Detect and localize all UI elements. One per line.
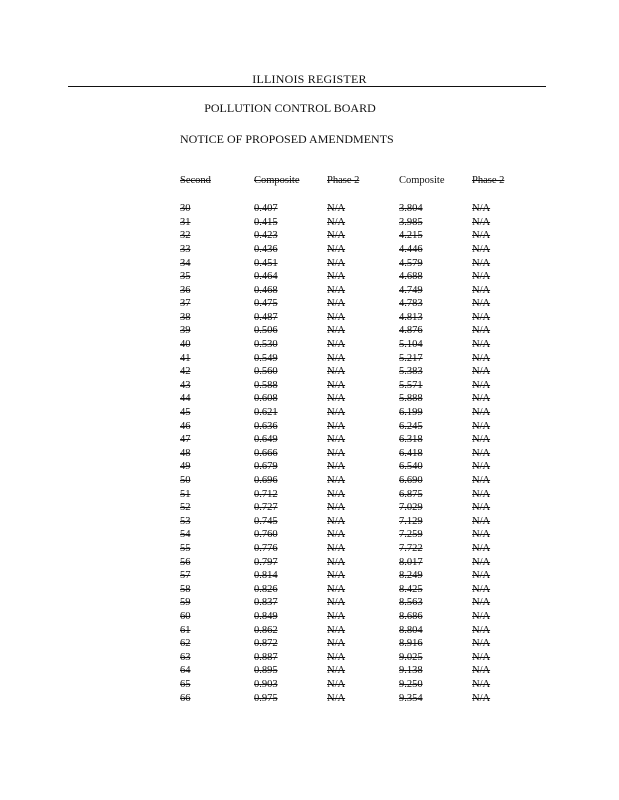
table-cell: N/A xyxy=(327,665,346,677)
table-row xyxy=(180,203,522,217)
table-cell: N/A xyxy=(327,393,346,405)
table-cell: 7.259 xyxy=(399,529,423,541)
table-cell: N/A xyxy=(472,284,491,296)
table-cell: 0.423 xyxy=(254,230,278,242)
table-cell: N/A xyxy=(327,216,346,228)
table-cell: N/A xyxy=(327,203,346,215)
table-cell: N/A xyxy=(327,610,346,622)
table-cell: 6.199 xyxy=(399,407,423,419)
amendment-table xyxy=(180,173,522,706)
table-row xyxy=(180,502,522,516)
table-cell: 9.025 xyxy=(399,651,423,663)
table-row xyxy=(180,243,522,257)
table-row xyxy=(180,542,522,556)
table-cell: N/A xyxy=(472,529,491,541)
table-cell: 54 xyxy=(180,529,191,541)
table-row xyxy=(180,339,522,353)
column-header: Second xyxy=(180,174,211,186)
table-cell: 5.383 xyxy=(399,366,423,378)
table-cell: 0.621 xyxy=(254,407,278,419)
register-title: ILLINOIS REGISTER xyxy=(252,72,367,86)
table-cell: N/A xyxy=(472,515,491,527)
table-cell: 58 xyxy=(180,583,191,595)
table-cell: 0.712 xyxy=(254,488,278,500)
table-row xyxy=(180,597,522,611)
table-cell: 0.826 xyxy=(254,583,278,595)
table-row xyxy=(180,379,522,393)
table-cell: 4.876 xyxy=(399,325,423,337)
header-rule xyxy=(68,86,546,87)
table-row xyxy=(180,678,522,692)
table-cell: 0.506 xyxy=(254,325,278,337)
table-cell: 8.017 xyxy=(399,556,423,568)
table-cell: 0.745 xyxy=(254,515,278,527)
table-cell: 52 xyxy=(180,502,191,514)
table-cell: 0.530 xyxy=(254,339,278,351)
table-row xyxy=(180,325,522,339)
table-cell: N/A xyxy=(472,325,491,337)
table-cell: 6.875 xyxy=(399,488,423,500)
table-cell: 0.849 xyxy=(254,610,278,622)
table-row xyxy=(180,366,522,380)
table-cell: 9.354 xyxy=(399,692,423,704)
table-cell: N/A xyxy=(472,447,491,459)
table-cell: N/A xyxy=(327,366,346,378)
table-cell: 56 xyxy=(180,556,191,568)
table-cell: N/A xyxy=(472,488,491,500)
table-cell: 6.540 xyxy=(399,461,423,473)
table-cell: 0.679 xyxy=(254,461,278,473)
table-cell: N/A xyxy=(472,502,491,514)
table-cell: 6.245 xyxy=(399,420,423,432)
table-cell: 0.814 xyxy=(254,570,278,582)
table-row xyxy=(180,529,522,543)
table-cell: 44 xyxy=(180,393,191,405)
column-header: Phase 2 xyxy=(472,174,505,186)
table-cell: 0.837 xyxy=(254,597,278,609)
table-cell: 31 xyxy=(180,216,191,228)
table-cell: N/A xyxy=(472,570,491,582)
table-cell: N/A xyxy=(472,352,491,364)
column-header: Composite xyxy=(254,174,300,186)
table-cell: N/A xyxy=(327,434,346,446)
table-cell: N/A xyxy=(327,420,346,432)
table-cell: 9.250 xyxy=(399,678,423,690)
table-cell: N/A xyxy=(327,488,346,500)
table-cell: 7.129 xyxy=(399,515,423,527)
table-cell: 0.475 xyxy=(254,298,278,310)
table-cell: 8.686 xyxy=(399,610,423,622)
table-cell: 51 xyxy=(180,488,191,500)
table-row xyxy=(180,447,522,461)
table-cell: 60 xyxy=(180,610,191,622)
table-cell: 43 xyxy=(180,379,191,391)
table-row xyxy=(180,311,522,325)
table-cell: 0.666 xyxy=(254,447,278,459)
table-cell: N/A xyxy=(472,542,491,554)
table-cell: 0.696 xyxy=(254,475,278,487)
table-row xyxy=(180,461,522,475)
table-cell: N/A xyxy=(327,325,346,337)
table-cell: 3.804 xyxy=(399,203,423,215)
table-row xyxy=(180,556,522,570)
table-cell: N/A xyxy=(472,311,491,323)
table-cell: N/A xyxy=(472,243,491,255)
table-row xyxy=(180,651,522,665)
header-spacer xyxy=(180,189,522,203)
table-cell: 0.903 xyxy=(254,678,278,690)
table-cell: N/A xyxy=(327,597,346,609)
table-row xyxy=(180,216,522,230)
table-header-row xyxy=(180,173,522,189)
table-cell: 50 xyxy=(180,475,191,487)
table-cell: 0.560 xyxy=(254,366,278,378)
table-cell: N/A xyxy=(472,271,491,283)
table-cell: 7.029 xyxy=(399,502,423,514)
table-cell: 8.563 xyxy=(399,597,423,609)
table-cell: N/A xyxy=(472,434,491,446)
table-cell: N/A xyxy=(327,502,346,514)
table-cell: 62 xyxy=(180,638,191,650)
table-cell: 8.916 xyxy=(399,638,423,650)
table-cell: 8.804 xyxy=(399,624,423,636)
table-cell: N/A xyxy=(472,461,491,473)
table-cell: 34 xyxy=(180,257,191,269)
table-cell: 8.425 xyxy=(399,583,423,595)
table-cell: 3.985 xyxy=(399,216,423,228)
table-cell: N/A xyxy=(327,243,346,255)
notice-title: NOTICE OF PROPOSED AMENDMENTS xyxy=(180,132,394,146)
table-row xyxy=(180,692,522,706)
table-cell: N/A xyxy=(327,475,346,487)
table-cell: N/A xyxy=(327,638,346,650)
table-row xyxy=(180,284,522,298)
table-cell: 30 xyxy=(180,203,191,215)
table-cell: 41 xyxy=(180,352,191,364)
column-header: Phase 2 xyxy=(327,174,360,186)
table-cell: N/A xyxy=(327,339,346,351)
table-cell: N/A xyxy=(327,570,346,582)
table-cell: 66 xyxy=(180,692,191,704)
table-cell: N/A xyxy=(472,230,491,242)
table-cell: 0.588 xyxy=(254,379,278,391)
table-cell: N/A xyxy=(327,271,346,283)
table-cell: 0.451 xyxy=(254,257,278,269)
table-row xyxy=(180,624,522,638)
table-row xyxy=(180,570,522,584)
table-cell: 0.464 xyxy=(254,271,278,283)
table-row xyxy=(180,665,522,679)
table-cell: 0.797 xyxy=(254,556,278,568)
table-cell: 4.688 xyxy=(399,271,423,283)
table-cell: 0.436 xyxy=(254,243,278,255)
table-row xyxy=(180,610,522,624)
table-cell: N/A xyxy=(327,379,346,391)
table-cell: N/A xyxy=(327,311,346,323)
table-cell: N/A xyxy=(472,638,491,650)
table-cell: 8.249 xyxy=(399,570,423,582)
table-row xyxy=(180,638,522,652)
table-cell: 40 xyxy=(180,339,191,351)
table-cell: 0.862 xyxy=(254,624,278,636)
table-cell: 59 xyxy=(180,597,191,609)
table-cell: N/A xyxy=(327,407,346,419)
table-cell: N/A xyxy=(327,284,346,296)
table-cell: 42 xyxy=(180,366,191,378)
table-row xyxy=(180,488,522,502)
table-cell: 0.872 xyxy=(254,638,278,650)
table-cell: 33 xyxy=(180,243,191,255)
table-cell: N/A xyxy=(327,678,346,690)
table-row xyxy=(180,583,522,597)
table-cell: N/A xyxy=(327,447,346,459)
table-cell: 5.571 xyxy=(399,379,423,391)
table-cell: N/A xyxy=(472,475,491,487)
table-cell: 0.415 xyxy=(254,216,278,228)
table-cell: 64 xyxy=(180,665,191,677)
table-cell: 38 xyxy=(180,311,191,323)
table-cell: N/A xyxy=(472,556,491,568)
table-row xyxy=(180,257,522,271)
table-cell: 4.783 xyxy=(399,298,423,310)
table-cell: 0.407 xyxy=(254,203,278,215)
table-cell: N/A xyxy=(472,624,491,636)
table-cell: 65 xyxy=(180,678,191,690)
table-cell: N/A xyxy=(472,651,491,663)
table-cell: N/A xyxy=(327,257,346,269)
table-cell: N/A xyxy=(472,379,491,391)
table-cell: N/A xyxy=(327,583,346,595)
table-cell: N/A xyxy=(472,597,491,609)
table-cell: 0.975 xyxy=(254,692,278,704)
table-cell: N/A xyxy=(472,678,491,690)
table-cell: N/A xyxy=(472,298,491,310)
table-cell: 57 xyxy=(180,570,191,582)
table-cell: 39 xyxy=(180,325,191,337)
table-cell: 45 xyxy=(180,407,191,419)
table-cell: 49 xyxy=(180,461,191,473)
table-cell: 9.138 xyxy=(399,665,423,677)
table-cell: 4.215 xyxy=(399,230,423,242)
table-row xyxy=(180,420,522,434)
table-cell: 36 xyxy=(180,284,191,296)
table-cell: 53 xyxy=(180,515,191,527)
table-row xyxy=(180,474,522,488)
table-cell: N/A xyxy=(327,692,346,704)
table-cell: 63 xyxy=(180,651,191,663)
table-cell: N/A xyxy=(472,407,491,419)
table-cell: 0.549 xyxy=(254,352,278,364)
table-cell: 37 xyxy=(180,298,191,310)
table-row xyxy=(180,434,522,448)
table-cell: 48 xyxy=(180,447,191,459)
table-cell: N/A xyxy=(472,257,491,269)
table-cell: N/A xyxy=(472,420,491,432)
table-cell: 55 xyxy=(180,542,191,554)
table-cell: N/A xyxy=(327,230,346,242)
table-cell: N/A xyxy=(327,515,346,527)
table-cell: N/A xyxy=(472,393,491,405)
agency-name: POLLUTION CONTROL BOARD xyxy=(204,101,376,115)
column-header: Composite xyxy=(399,174,445,186)
table-cell: 5.217 xyxy=(399,352,423,364)
table-row xyxy=(180,393,522,407)
table-cell: N/A xyxy=(327,461,346,473)
table-cell: N/A xyxy=(472,366,491,378)
table-cell: 6.318 xyxy=(399,434,423,446)
table-cell: 4.749 xyxy=(399,284,423,296)
table-row xyxy=(180,352,522,366)
table-cell: 0.776 xyxy=(254,542,278,554)
table-cell: 0.887 xyxy=(254,651,278,663)
table-cell: 6.690 xyxy=(399,475,423,487)
table-cell: 7.722 xyxy=(399,542,423,554)
table-cell: N/A xyxy=(472,339,491,351)
table-cell: 0.895 xyxy=(254,665,278,677)
table-cell: 4.813 xyxy=(399,311,423,323)
table-cell: N/A xyxy=(472,692,491,704)
table-cell: 0.636 xyxy=(254,420,278,432)
table-row xyxy=(180,515,522,529)
table-cell: 0.608 xyxy=(254,393,278,405)
table-cell: 0.727 xyxy=(254,502,278,514)
table-cell: 0.487 xyxy=(254,311,278,323)
table-cell: N/A xyxy=(327,651,346,663)
table-cell: N/A xyxy=(472,665,491,677)
table-cell: 47 xyxy=(180,434,191,446)
table-cell: N/A xyxy=(472,583,491,595)
table-cell: 4.446 xyxy=(399,243,423,255)
table-cell: N/A xyxy=(327,624,346,636)
table-cell: N/A xyxy=(327,529,346,541)
table-cell: N/A xyxy=(327,298,346,310)
table-cell: 4.579 xyxy=(399,257,423,269)
table-cell: 0.760 xyxy=(254,529,278,541)
table-row xyxy=(180,271,522,285)
table-cell: 0.649 xyxy=(254,434,278,446)
table-cell: 0.468 xyxy=(254,284,278,296)
table-row xyxy=(180,230,522,244)
table-body xyxy=(180,203,522,706)
table-cell: N/A xyxy=(472,216,491,228)
table-cell: 46 xyxy=(180,420,191,432)
table-cell: N/A xyxy=(327,542,346,554)
table-row xyxy=(180,407,522,421)
table-cell: 5.888 xyxy=(399,393,423,405)
table-cell: 35 xyxy=(180,271,191,283)
table-cell: N/A xyxy=(472,610,491,622)
table-cell: 32 xyxy=(180,230,191,242)
table-cell: 5.104 xyxy=(399,339,423,351)
table-row xyxy=(180,298,522,312)
table-cell: N/A xyxy=(472,203,491,215)
table-cell: N/A xyxy=(327,556,346,568)
table-cell: 61 xyxy=(180,624,191,636)
table-cell: N/A xyxy=(327,352,346,364)
table-cell: 6.418 xyxy=(399,447,423,459)
